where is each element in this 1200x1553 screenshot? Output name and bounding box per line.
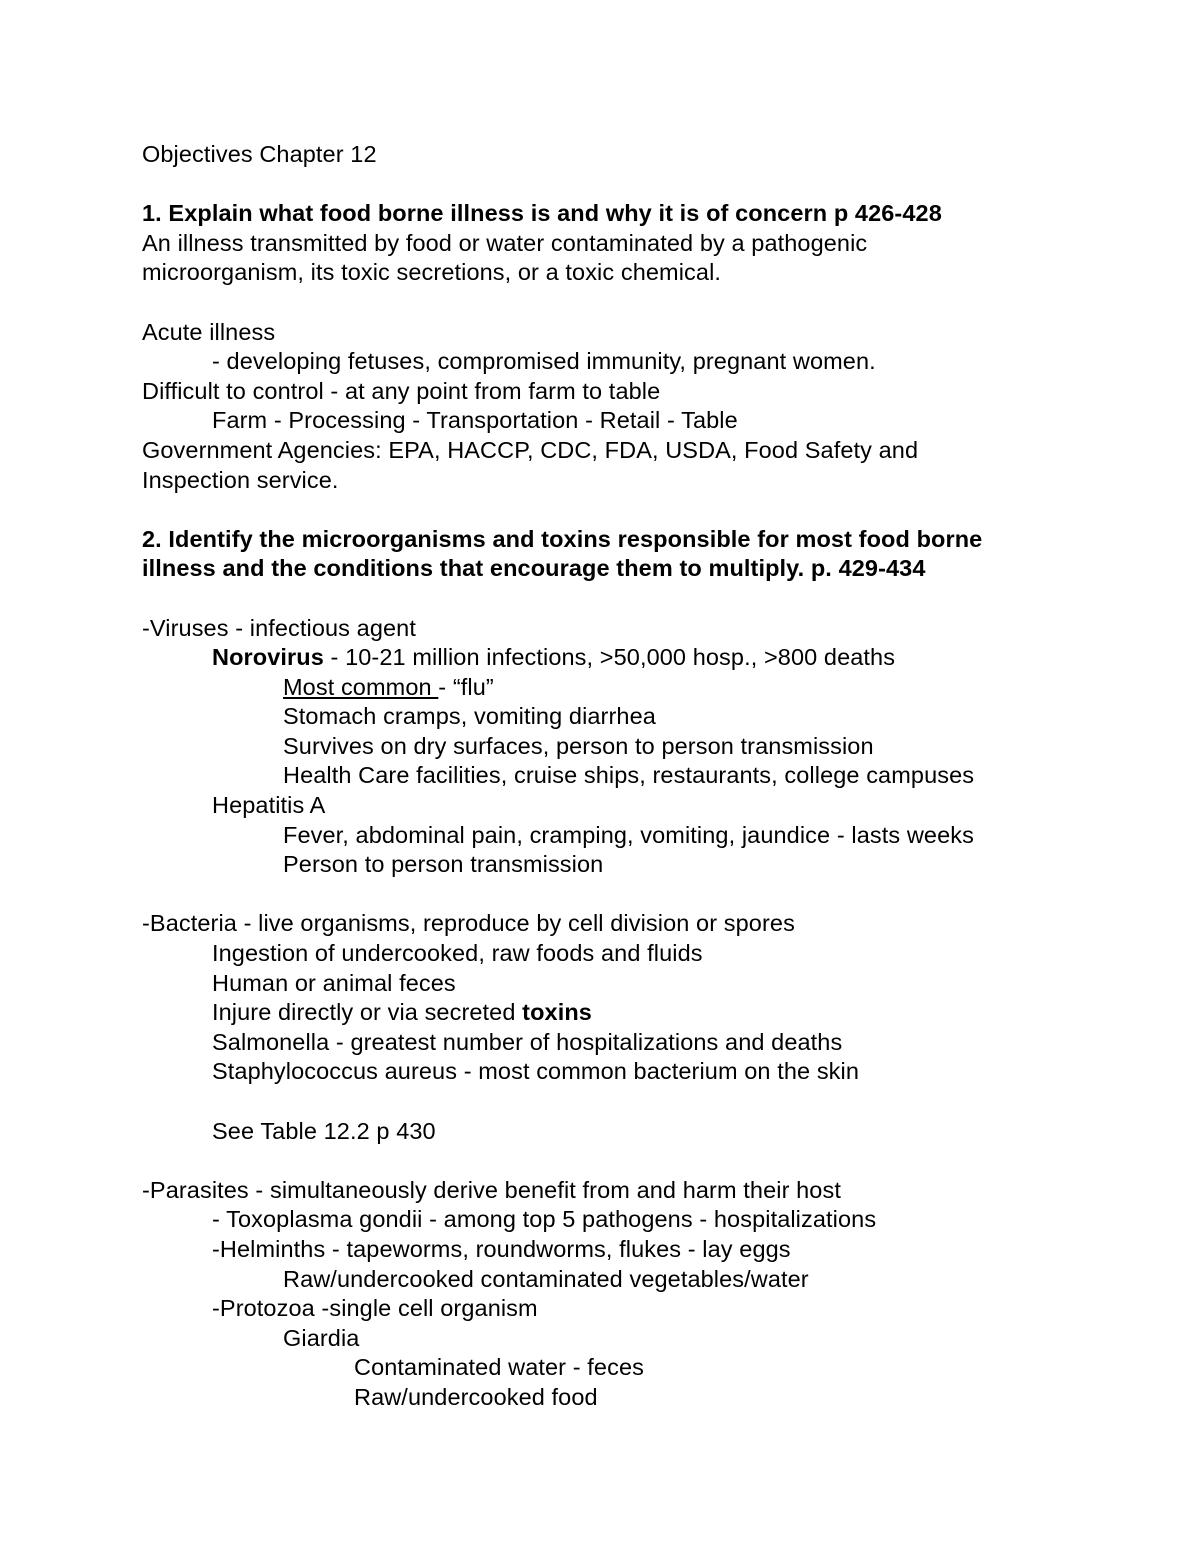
bacteria-salmonella: Salmonella - greatest number of hospitalizations and deaths bbox=[212, 1028, 843, 1055]
norovirus-places: Health Care facilities, cruise ships, restaurants, college campuses bbox=[283, 762, 975, 789]
spacer bbox=[142, 880, 1162, 910]
parasites-protozoa: -Protozoa -single cell organism bbox=[212, 1295, 538, 1322]
norovirus-stats: - 10-21 million infections, >50,000 hosp., >800 deaths bbox=[323, 644, 896, 671]
bacteria-injure-line bbox=[142, 998, 1162, 1028]
norovirus-line bbox=[142, 643, 1162, 673]
most-common-line bbox=[142, 673, 1162, 703]
definition-line-2: microorganism, its toxic secretions, or a toxic chemical. bbox=[142, 259, 722, 286]
parasites-toxoplasma: - Toxoplasma gondii - among top 5 pathogens - hospitalizations bbox=[212, 1206, 877, 1233]
spacer bbox=[142, 1087, 1162, 1117]
bacteria-injure: Injure directly or via secreted bbox=[212, 999, 523, 1026]
norovirus-name: Norovirus bbox=[212, 644, 324, 671]
bacteria-feces: Human or animal feces bbox=[212, 969, 456, 996]
bacteria-toxins: toxins bbox=[522, 999, 592, 1026]
see-table-reference: See Table 12.2 p 430 bbox=[212, 1117, 436, 1144]
parasites-header: -Parasites - simultaneously derive benefit from and harm their host bbox=[142, 1176, 841, 1203]
acute-illness-label: Acute illness bbox=[142, 318, 276, 345]
spacer bbox=[142, 1146, 1162, 1176]
norovirus-symptoms: Stomach cramps, vomiting diarrhea bbox=[283, 703, 656, 730]
government-agencies-line-2: Inspection service. bbox=[142, 466, 339, 493]
bacteria-staph: Staphylococcus aureus - most common bacterium on the skin bbox=[212, 1058, 860, 1085]
bacteria-header: -Bacteria - live organisms, reproduce by cell division or spores bbox=[142, 910, 795, 937]
viruses-header: -Viruses - infectious agent bbox=[142, 614, 416, 641]
spacer bbox=[142, 495, 1162, 525]
most-common-label: Most common bbox=[283, 673, 439, 700]
parasites-helminths: -Helminths - tapeworms, roundworms, flukes - lay eggs bbox=[212, 1235, 791, 1262]
farm-to-table-chain: Farm - Processing - Transportation - Retail - Table bbox=[212, 407, 738, 434]
objective-1-heading: 1. Explain what food borne illness is and why it is of concern p 426-428 bbox=[142, 200, 942, 227]
objective-2-heading-line-2: illness and the conditions that encourage them to multiply. p. 429-434 bbox=[142, 555, 926, 582]
hepatitis-transmission: Person to person transmission bbox=[283, 851, 604, 878]
document-title: Objectives Chapter 12 bbox=[142, 141, 377, 167]
giardia-water: Contaminated water - feces bbox=[354, 1354, 644, 1381]
document-page bbox=[142, 140, 1162, 1413]
spacer bbox=[142, 584, 1162, 614]
acute-illness-detail: - developing fetuses, compromised immunity, pregnant women. bbox=[212, 348, 876, 375]
protozoa-giardia: Giardia bbox=[283, 1324, 360, 1351]
hepatitis-a: Hepatitis A bbox=[212, 792, 326, 819]
bacteria-ingestion: Ingestion of undercooked, raw foods and fluids bbox=[212, 940, 703, 967]
objective-2-heading-line-1: 2. Identify the microorganisms and toxins responsible for most food borne bbox=[142, 525, 983, 552]
spacer bbox=[142, 288, 1162, 318]
most-common-rest: - “flu” bbox=[438, 673, 494, 700]
difficult-to-control: Difficult to control - at any point from farm to table bbox=[142, 377, 661, 404]
giardia-food: Raw/undercooked food bbox=[354, 1383, 598, 1410]
definition-line-1: An illness transmitted by food or water contaminated by a pathogenic bbox=[142, 229, 868, 256]
government-agencies-line-1: Government Agencies: EPA, HACCP, CDC, FDA, USDA, Food Safety and bbox=[142, 436, 919, 463]
helminths-source: Raw/undercooked contaminated vegetables/water bbox=[283, 1265, 809, 1292]
norovirus-survival: Survives on dry surfaces, person to person transmission bbox=[283, 732, 874, 759]
spacer bbox=[142, 170, 1162, 200]
hepatitis-symptoms: Fever, abdominal pain, cramping, vomiting, jaundice - lasts weeks bbox=[283, 821, 974, 848]
